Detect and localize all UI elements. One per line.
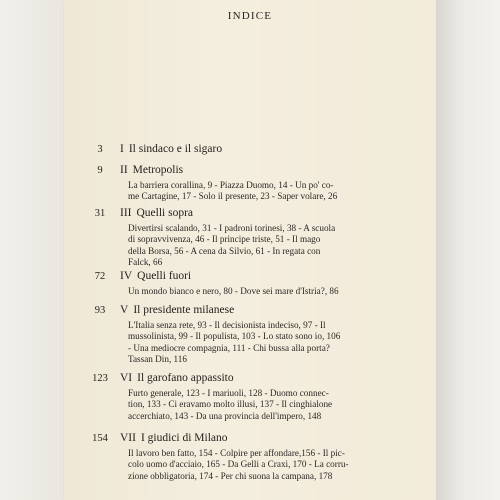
section-line: Un mondo bianco e nero, 80 - Dove sei mare d'Istria?, 86 [128, 286, 339, 296]
chapter-sections [128, 320, 428, 366]
section-line: tion, 133 - Ci eravamo molto illusi, 137 - Il cinghialone [128, 399, 333, 410]
chapter-heading [120, 372, 234, 384]
chapter-page-number: 3 [97, 144, 103, 155]
section-line: della Borsa, 56 - A cena da Silvio, 61 - In regata con [128, 245, 321, 256]
section-line: Falck, 66 [128, 257, 163, 268]
chapter-sections [128, 286, 428, 297]
chapter-page-number: 154 [92, 433, 108, 444]
section-line: Furto generale, 123 - I mariuoli, 128 - Duomo connec- [128, 388, 329, 398]
chapter-sections [128, 223, 428, 269]
chapter-heading [120, 432, 228, 444]
chapter-page-number: 72 [94, 271, 106, 282]
chapter-heading [120, 270, 191, 282]
section-line: Il lavoro ben fatto, 154 - Colpire per affondare,156 - Il pic- [128, 448, 345, 458]
chapter-page-number: 93 [94, 305, 106, 316]
page-edge [436, 0, 500, 500]
chapter-title: Il sindaco e il sigaro [128, 143, 223, 155]
chapter-page-number: 31 [94, 208, 106, 219]
chapter-sections [128, 448, 428, 482]
chapter-numeral: VI [120, 372, 133, 384]
chapter-title: Quelli fuori [137, 270, 192, 282]
page-title: INDICE [227, 10, 273, 22]
section-line: - Una mediocre compagnia, 111 - Chi bussa alla porta? [128, 342, 330, 353]
background-left [0, 0, 64, 500]
chapter-title: I giudici di Milano [140, 432, 228, 444]
section-line: di sopravvivenza, 46 - Il principe triste, 51 - Il mago [128, 234, 321, 245]
chapter-numeral: II [120, 164, 128, 176]
chapter-heading [120, 164, 183, 176]
section-line: mussolinista, 99 - Il populista, 103 - Lo stato sono io, 106 [128, 331, 341, 342]
chapter-sections [128, 388, 428, 422]
chapter-numeral: IV [120, 270, 133, 282]
section-line: colo uomo d'acciaio, 165 - Da Gelli a Craxi, 170 - La corru- [128, 459, 349, 470]
section-line: accerchiato, 143 - Da una provincia dell'impero, 148 [128, 410, 322, 421]
chapter-page-number: 9 [97, 165, 103, 176]
section-line: L'Italia senza rete, 93 - Il decisionista indeciso, 97 - Il [128, 320, 326, 330]
chapter-numeral: I [120, 143, 124, 155]
section-line: zione obbligatoria, 174 - Per chi suona la campana, 178 [128, 470, 333, 481]
section-line: Divertirsi scalando, 31 - I padroni torinesi, 38 - A scuola [128, 223, 336, 233]
chapter-title: Quelli sopra [136, 207, 194, 219]
section-line: me Cartagine, 17 - Solo il presente, 23 - Saper volare, 26 [128, 191, 338, 202]
section-line: La barriera corallina, 9 - Piazza Duomo, 14 - Un po' co- [128, 180, 334, 190]
chapter-sections [128, 180, 428, 203]
chapter-numeral: III [120, 207, 132, 219]
chapter-numeral: V [120, 304, 129, 316]
chapter-heading [120, 143, 222, 155]
section-line: Tassan Din, 116 [128, 354, 187, 365]
chapter-title: Il presidente milanese [133, 304, 235, 316]
chapter-page-number: 123 [92, 373, 108, 384]
chapter-numeral: VII [120, 432, 136, 444]
chapter-title: Il garofano appassito [137, 372, 234, 384]
chapter-title: Metropolis [132, 164, 184, 176]
chapter-heading [120, 207, 193, 219]
chapter-heading [120, 304, 234, 316]
